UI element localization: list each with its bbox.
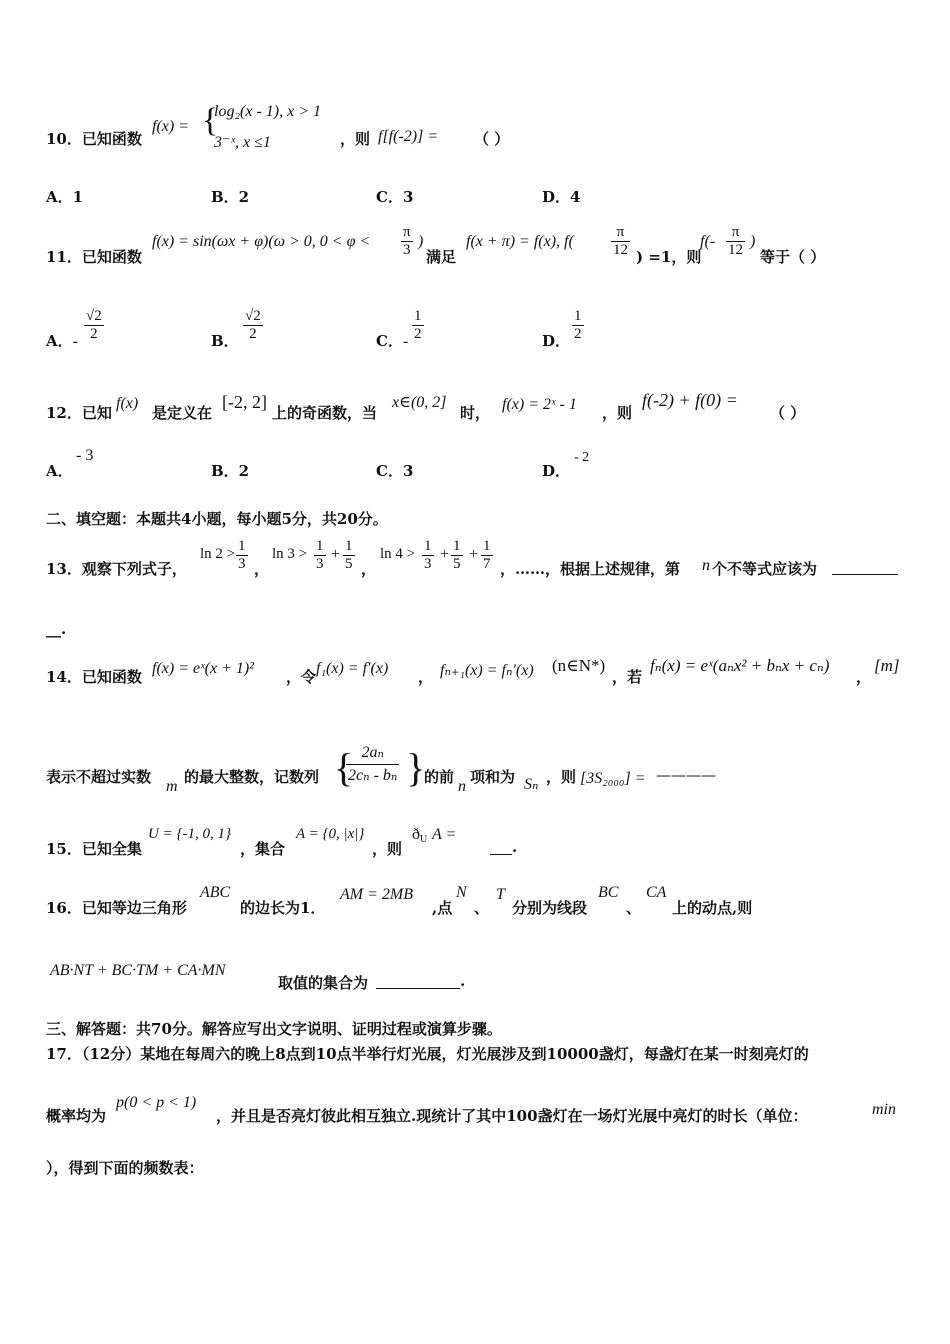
q12-function: f(x) [116,395,139,412]
q11-cond-label: 满足 [426,248,457,266]
q14-t1: ，令 [286,668,317,686]
q10-stem [46,128,142,149]
q14-number: 14．已知函数 [46,668,142,686]
q12-t3: 时， [460,404,491,422]
q14-t2: ，若 [612,668,643,686]
q11-eq1: ) =1，则 [636,248,702,266]
q13-expr1-frac [236,538,248,573]
q11-pi-over-12 [611,224,630,259]
q17-probability: p(0 < p < 1) [116,1094,197,1111]
q16-BC: BC [598,884,619,901]
section-solution-heading: 三、解答题：共70分。解答应写出文字说明、证明过程或演算步骤。 [46,1020,502,1038]
q11-pi-c: π [726,224,745,242]
q11-option-b-label: B． [211,332,239,350]
q10-option-b: B．2 [211,188,250,206]
q14-seq-right-brace: } [406,745,426,790]
q13-one-b: 1 [316,538,324,554]
q13-plus1: + [331,546,341,563]
q14-l2a: 表示不超过实数 [46,768,152,786]
q10-number: 10．已知函数 [46,130,142,148]
q11-pi: π [403,224,411,240]
q13-expr2-frac-a [314,538,326,573]
q15-universal-set: U = {-1, 0, 1} [148,826,231,842]
q13-expr3-frac-c [481,538,493,573]
q16-t6: 上的动点,则 [672,899,753,917]
q13-three-a: 3 [238,556,246,572]
q11-pi-b: π [611,224,630,242]
q16-N: N [456,884,467,901]
q11-option-c-den: 2 [414,326,422,342]
q17-unit: min [872,1101,896,1118]
q11-ask: f(- [700,233,716,250]
q14-n-var: n [458,778,466,795]
q11-option-b-num: √2 [245,308,261,324]
q13-comma2: ， [361,560,377,578]
q11-option-a-label: A． [46,332,73,350]
q10-case2: 3⁻ˣ, x ≤1 [214,134,271,151]
q11-tail: 等于（ ） [760,248,826,266]
q14-t3: ， [856,668,872,686]
q13-answer-blank[interactable] [832,560,898,575]
q12-option-b: B．2 [211,462,250,480]
q11-option-d-value [572,308,584,343]
q17-l2b: ，并且是否亮灯彼此相互独立.现统计了其中100盏灯在一场灯光展中亮灯的时长（单位： [216,1107,808,1125]
q14-fn-form: fₙ(x) = eˣ(aₙx² + bₙx + cₙ) [650,656,830,675]
q11-option-a-den: 2 [90,326,98,342]
q13-one-f: 1 [483,538,491,554]
q16-condition: AM = 2MB [340,886,413,903]
q10-option-d: D．4 [542,188,581,206]
q14-function: f(x) = eˣ(x + 1)² [152,660,254,677]
q12-condition: x∈(0, 2] [392,394,447,411]
q16-t1: 的边长为1． [240,899,326,917]
q14-sep: ， [418,668,434,686]
q14-m-var: m [166,778,178,795]
q15-t1: ，集合 [240,840,286,858]
q11-option-b [211,330,239,351]
q11-option-b-value [243,308,263,343]
q13-one-e: 1 [453,538,461,554]
q12-t2: 上的奇函数，当 [272,404,378,422]
q13-expr3-frac-a [422,538,434,573]
q10-mid: ，则 [340,130,371,148]
q10-expression: f[f(-2)] = [378,128,439,145]
q12-t1: 是定义在 [152,404,213,422]
q13-plus2: + [440,546,450,563]
q13-comma1: ， [254,560,270,578]
q17-line1: 17．（12分）某地在每周六的晚上8点到10点半举行灯光展，灯光展涉及到10000盏灯，每盏灯在某一时刻亮灯的 [46,1045,809,1063]
q12-option-c: C．3 [376,462,414,480]
q16-t7: 取值的集合为 [278,974,369,992]
q11-option-b-den: 2 [249,326,257,342]
q13-expr3-frac-b [451,538,463,573]
q13-three-c: 3 [424,556,432,572]
q10-option-a: A．1 [46,188,84,206]
q14-seq-left-brace: { [334,745,354,790]
q13-five-a: 5 [345,556,353,572]
q16-t2: ,点 [432,899,453,917]
q11-function: f(x) = sin(ωx + φ)(ω > 0, 0 < φ < [152,233,371,250]
q12-interval: [-2, 2] [222,392,267,412]
q14-l2d: 项和为 [470,768,516,786]
q13-expr2-frac-b [343,538,355,573]
q13-five-b: 5 [453,556,461,572]
q10-brace: { [202,102,219,139]
q13-one-a: 1 [238,538,246,554]
q11-ask-fraction [726,224,745,259]
q12-paren: （ ） [770,404,806,422]
q15-set-A: A = {0, |x|} [296,826,365,842]
q13-seven: 7 [483,556,491,572]
q15-t2: ，则 [372,840,403,858]
q13-expr1: ln 2 > [200,546,236,562]
q14-ask: [3S₂₀₀₀] = [580,770,646,787]
q15-ask: A = [432,826,457,843]
q14-fn-recursion: fₙ₊₁(x) = fₙ′(x) [440,662,534,679]
q17-line3: ），得到下面的频数表： [46,1159,204,1177]
section-fill-in-heading: 二、填空题：本题共4小题，每小题5分，共20分。 [46,510,388,528]
q13-tail: ，……，根据上述规律，第 [500,560,681,578]
q13-three-b: 3 [316,556,324,572]
q14-l2c: 的前 [424,768,455,786]
q11-close: ) [418,233,424,250]
q11-option-a-value [84,308,104,343]
q14-l2b: 的最大整数，记数列 [184,768,320,786]
q11-option-d-label: D． [542,332,571,350]
q16-T: T [496,886,505,903]
q15-complement-glyph: ð [412,826,420,843]
q14-f1: f₁(x) = f′(x) [316,660,389,677]
q11-option-c-value [412,308,424,343]
q16-CA: CA [646,884,667,901]
q10-function: f(x) = [152,118,189,135]
q15-complement-symbol [412,826,427,845]
q11-number: 11．已知函数 [46,248,142,266]
q13-n: n [702,557,710,574]
q12-number: 12．已知 [46,404,112,422]
q11-option-c-sign: - [402,333,409,350]
q11-option-a-num: √2 [86,308,102,324]
q17-l2a: 概率均为 [46,1107,107,1125]
q16-number: 16．已知等边三角形 [46,899,187,917]
q14-seq-fraction [346,742,399,787]
q11-twelve: 12 [613,242,628,258]
q16-t3: 、 [474,899,490,917]
q16-dot: . [460,972,466,990]
q13-number: 13．观察下列式子， [46,560,187,578]
q12-expression: f(-2) + f(0) = [642,390,738,410]
q13-plus3: + [469,546,479,563]
q14-answer-line[interactable]: ———— [656,766,716,784]
q12-option-a-value: - 3 [76,447,94,464]
q11-option-c [376,330,408,351]
q12-option-d: D． [542,462,571,480]
q14-seq-num: 2aₙ [346,742,399,765]
q13-one-d: 1 [424,538,432,554]
q13-expr2: ln 3 > [272,546,308,562]
q11-option-d [542,330,570,351]
q11-pi-over-3 [401,224,413,259]
q14-l2e: ，则 [546,768,577,786]
q11-option-d-den: 2 [574,326,582,342]
q12-definition: f(x) = 2ˣ - 1 [502,396,577,413]
q11-three: 3 [403,242,411,258]
q16-t5: 、 [626,899,642,917]
q10-paren: （ ） [474,130,510,148]
q16-answer-blank[interactable] [376,974,460,989]
q14-floor-m: [m] [874,656,900,675]
q13-expr3: ln 4 > [380,546,416,562]
q10-option-c: C．3 [376,188,414,206]
q14-condition: (n∈N*) [552,656,606,675]
q15-number: 15．已知全集 [46,840,142,858]
q11-option-c-label: C． [376,332,403,350]
q15-answer-blank[interactable] [490,840,512,855]
q11-ask-close: ) [750,233,756,250]
q11-option-a-sign: - [72,333,78,350]
q11-option-d-num: 1 [574,308,582,324]
q12-t4: ，则 [602,404,633,422]
q11-condition: f(x + π) = f(x), f( [466,233,574,250]
q15-complement-sub: U [420,834,428,845]
q14-seq-den: 2cₙ - bₙ [348,767,398,784]
q11-twelve-b: 12 [728,242,743,258]
q10-case1: log₂(x - 1), x > 1 [214,103,321,120]
q16-t4: 分别为线段 [512,899,588,917]
q11-option-c-num: 1 [414,308,422,324]
q11-option-a [46,330,78,351]
q13-tail2: 个不等式应该为 [712,560,818,578]
q16-expression: AB·NT + BC·TM + CA·MN [50,962,226,979]
q12-option-d-value: - 2 [574,450,590,465]
q14-Sn: Sₙ [524,776,539,793]
q13-continuation: __. [46,620,67,638]
q15-dot: . [512,838,518,856]
q12-option-a: A． [46,462,73,480]
q13-one-c: 1 [345,538,353,554]
q16-triangle: ABC [200,884,231,901]
